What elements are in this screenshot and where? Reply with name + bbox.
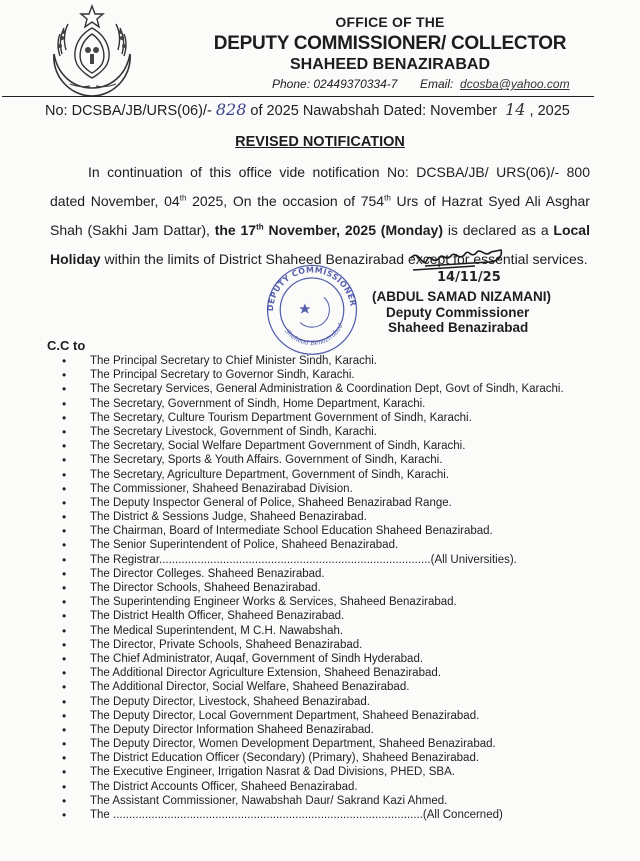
letterhead-office-line: OFFICE OF THE [335,14,445,30]
body-text: within the limits of District Shaheed Benazirabad except for essential services. [100,251,588,267]
cc-list-item: • The Superintending Engineer Works & Services, Shaheed Benazirabad. [62,595,632,609]
cc-list-item: • The Secretary Livestock, Government of Sindh, Karachi. [62,425,632,439]
letterhead-contact [272,77,582,92]
reference-year: , 2025 [529,103,570,119]
cc-list-item: • The Director Colleges. Shaheed Benazirabad. [62,567,632,581]
cc-list [62,354,632,822]
signatory-name: (ABDUL SAMAD NIZAMANI) [372,289,551,304]
email-link[interactable]: dcosba@yahoo.com [460,77,570,91]
cc-list-item: • The District Education Officer (Secondary) (Primary), Shaheed Benazirabad. [62,751,632,765]
cc-list-item: • The Additional Director Agriculture Extension, Shaheed Benazirabad. [62,666,632,680]
cc-list-item: • The Medical Superintendent, M C.H. Nawabshah. [62,624,632,638]
reference-day-handwritten: 14 [505,100,526,119]
cc-list-item: • The Deputy Director Information Shaheed Benazirabad. [62,723,632,737]
phone-number: Phone: 02449370334-7 [272,77,398,91]
cc-list-item: • The District Health Officer, Shaheed Benazirabad. [62,609,632,623]
svg-text:Shaheed Benazirabad [283,322,344,347]
cc-list-item: • The Assistant Commissioner, Nawabshah Daur/ Sakrand Kazi Ahmed. [62,794,632,808]
cc-list-item: • The Secretary Services, General Administration & Coordination Dept, Govt of Sindh, Karachi. [62,382,632,396]
cc-list-item: • The Secretary, Culture Tourism Department Government of Sindh, Karachi. [62,411,632,425]
signatory-district: Shaheed Benazirabad [388,320,529,335]
cc-list-item: • The Deputy Director, Women Development Department, Shaheed Benazirabad. [62,737,632,751]
letterhead-title: DEPUTY COMMISSIONER/ COLLECTOR [213,33,567,54]
signatory-designation: Deputy Commissioner [386,304,530,320]
star-icon [81,6,103,27]
cc-list-item: • The Deputy Director, Livestock, Shaheed Benazirabad. [62,695,632,709]
body-text: Urs of Hazrat Syed Ali Asghar Shah (Sakhi Jam Dattar), [50,193,590,238]
body-text: is declared as a [443,222,554,238]
cc-list-item: • The Registrar.....................................................................................(All Universities). [62,553,632,567]
cc-list-item: • The Additional Director, Social Welfare, Shaheed Benazirabad. [62,680,632,694]
cc-list-item: • The Senior Superintendent of Police, Shaheed Benazirabad. [62,538,632,552]
signature-date-handwritten: 14/11/25 [437,270,501,285]
header-divider [2,96,594,97]
stamp-text-bottom: Shaheed Benazirabad [283,322,345,348]
reference-prefix: No: DCSBA/JB/URS(06)/- [45,103,212,119]
email-label: Email: [420,77,454,91]
cc-label: C.C to [47,338,86,353]
cc-list-item: • The Secretary, Government of Sindh, Home Department, Karachi. [62,397,632,411]
cc-list-item: • The District Accounts Officer, Shaheed Benazirabad. [62,780,632,794]
signatory-block [372,289,551,336]
cc-list-item: • The Executive Engineer, Irrigation Nasrat & Dad Divisions, PHED, SBA. [62,765,632,779]
body-text: 2025, On the occasion of 754 [186,193,385,209]
reference-number-handwritten: 828 [215,100,247,119]
document-title: REVISED NOTIFICATION [235,134,405,150]
ordinal-suffix: th [179,193,187,203]
cc-list-item: • The Director, Private Schools, Shaheed Benazirabad. [62,638,632,652]
official-stamp [262,262,362,356]
cc-list-item: • The Principal Secretary to Chief Minister Sindh, Karachi. [62,354,632,368]
cc-list-item: • The Principal Secretary to Governor Sindh, Karachi. [62,368,632,382]
reference-line [45,100,570,121]
cc-list-item: • The Director Schools, Shaheed Benazirabad. [62,581,632,595]
reference-middle: of 2025 Nawabshah Dated: November [250,103,498,119]
cc-list-item: • The Secretary, Agriculture Department, Government of Sindh, Karachi. [62,468,632,482]
email-group [420,77,570,92]
holiday-type: Local Holiday [50,222,590,267]
cc-list-item: • The Deputy Director, Local Government Department, Shaheed Benazirabad. [62,709,632,723]
holiday-date: the 17 [214,222,257,238]
cc-list-item: • The Deputy Inspector General of Police, Shaheed Benazirabad Range. [62,496,632,510]
stamp-text-top: DEPUTY COMMISSIONER [265,265,358,312]
ordinal-suffix: th [256,222,264,232]
stamp-star-icon [299,303,310,313]
holiday-date: November, 2025 (Monday) [263,222,444,238]
cc-list-item: • The District & Sessions Judge, Shaheed Benazirabad. [62,510,632,524]
cc-list-item: • The Secretary, Social Welfare Department Government of Sindh, Karachi. [62,439,632,453]
letterhead-district: SHAHEED BENAZIRABAD [289,56,490,73]
ordinal-suffix: th [384,193,391,203]
cc-list-item: • The Chairman, Board of Intermediate School Education Shaheed Benazirabad. [62,524,632,538]
body-text: In continuation of this office vide notification No: DCSBA/JB/ URS(06)/- 800 dated November, 04 [50,164,590,209]
cc-list-item: • The Commissioner, Shaheed Benazirabad Division. [62,482,632,496]
government-emblem-logo [44,4,140,102]
cc-list-item: • The .................................................................................................(All Concerned) [62,808,632,822]
cc-list-item: • The Chief Administrator, Auqaf, Government of Sindh Hyderabad. [62,652,632,666]
cc-list-item: • The Secretary, Sports & Youth Affairs. Government of Sindh, Karachi. [62,453,632,467]
